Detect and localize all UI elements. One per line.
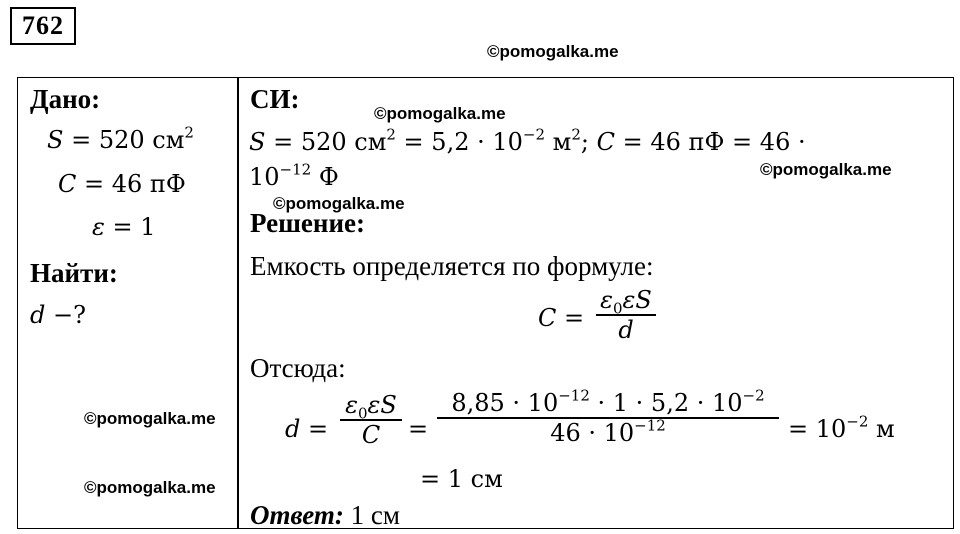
calc-result-cm: = 1 см — [420, 465, 503, 493]
watermark: ©pomogalka.me — [760, 160, 892, 179]
given-area: S = 520 $см^2$ — [47, 123, 194, 154]
given-permittivity: ε = 1 — [92, 213, 156, 241]
watermark: ©pomogalka.me — [84, 478, 216, 497]
answer: Ответ: 1 см — [250, 500, 400, 530]
find-value: d −? — [30, 301, 86, 329]
calc-fraction-1: $\varepsilon_0\varepsilon S$ C — [340, 391, 402, 449]
watermark: ©pomogalka.me — [487, 42, 619, 61]
watermark: ©pomogalka.me — [84, 409, 216, 428]
formula-lhs: C = — [538, 304, 585, 332]
si-line-2: $10^{-12}$ Ф — [249, 160, 339, 191]
si-line-1: S = 520 $см^2 = 5,2 \cdot 10^{-2}$ $м^2$; C = 46 пФ = 46 · — [249, 125, 806, 156]
hence-label: Отсюда: — [250, 353, 346, 383]
given-heading: Дано: — [30, 84, 101, 114]
solution-heading: Решение: — [250, 208, 365, 238]
problem-number: 762 — [10, 7, 76, 45]
calc-equals: = — [408, 415, 429, 443]
solution-intro: Емкость определяется по формуле: — [250, 251, 654, 281]
find-heading: Найти: — [30, 258, 118, 288]
formula-fraction: $\varepsilon_0\varepsilon S$ d — [596, 286, 656, 344]
watermark: ©pomogalka.me — [374, 104, 506, 123]
calc-fraction-2: $8,85 \cdot 10^{-12} \cdot 1 \cdot 5,2 \cdot 10^{-2}$ $46 \cdot 10^{-12}$ — [437, 389, 779, 447]
watermark: ©pomogalka.me — [273, 194, 405, 213]
si-heading: СИ: — [250, 84, 300, 114]
calc-lhs: d = — [285, 415, 329, 443]
given-capacitance: C = 46 пФ — [58, 170, 186, 198]
calc-result: = $10^{-2}$ м — [788, 412, 895, 443]
column-divider — [237, 77, 239, 529]
